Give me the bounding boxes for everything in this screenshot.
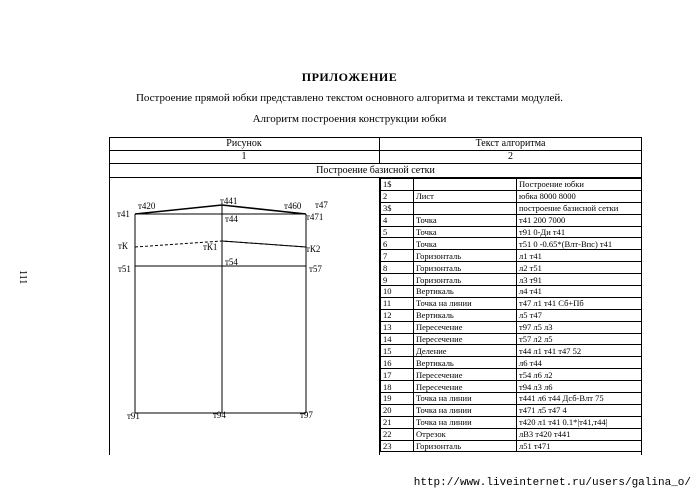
- row-parameters: Построение юбки: [517, 179, 642, 191]
- row-parameters: т54 л6 л2: [517, 369, 642, 381]
- algorithm-row: [381, 286, 642, 298]
- algorithm-row: [381, 190, 642, 202]
- row-command: Деление: [414, 345, 517, 357]
- row-command: Вертикаль: [414, 309, 517, 321]
- row-number: 13: [381, 321, 414, 333]
- row-number: 10: [381, 286, 414, 298]
- row-parameters: юбка 8000 8000: [517, 190, 642, 202]
- row-parameters: лВ3 т420 т441: [517, 428, 642, 440]
- row-number: 18: [381, 381, 414, 393]
- row-command: [414, 202, 517, 214]
- algorithm-row: [381, 404, 642, 416]
- algorithm-row: [381, 345, 642, 357]
- row-parameters: т91 0-Ди т41: [517, 226, 642, 238]
- algorithm-row: [381, 428, 642, 440]
- label-t471: т471: [306, 212, 324, 222]
- row-number: 16: [381, 357, 414, 369]
- col-header-algorithm: Текст алгоритма: [475, 138, 546, 149]
- algorithm-subtitle: Алгоритм построения конструкции юбки: [252, 113, 447, 125]
- row-number: 5: [381, 226, 414, 238]
- row-number: 1$: [381, 179, 414, 191]
- row-command: Точка: [414, 226, 517, 238]
- label-t54: т54: [225, 257, 238, 267]
- row-parameters: т57 л2 л5: [517, 333, 642, 345]
- row-number: 9: [381, 274, 414, 286]
- label-t41: т41: [117, 209, 130, 219]
- row-command: Пересечение: [414, 321, 517, 333]
- label-tK1: тК1: [203, 242, 218, 252]
- row-parameters: л6 т44: [517, 357, 642, 369]
- label-t94: т94: [213, 410, 226, 420]
- row-command: Горизонталь: [414, 262, 517, 274]
- row-number: 17: [381, 369, 414, 381]
- hip-curve: [135, 241, 306, 247]
- algorithm-row: [381, 214, 642, 226]
- row-parameters: т420 л1 т41 0.1*|т41,т44|: [517, 416, 642, 428]
- row-command: Отрезок: [414, 428, 517, 440]
- row-parameters: т44 л1 т41 т47 52: [517, 345, 642, 357]
- col-number-1: 1: [241, 151, 247, 162]
- row-parameters: л51 т471: [517, 440, 642, 452]
- label-t51: т51: [118, 264, 131, 274]
- algorithm-row: [381, 309, 642, 321]
- row-command: Точка на линии: [414, 297, 517, 309]
- row-number: 2: [381, 190, 414, 202]
- row-parameters: т47 л1 т41 Сб+Пб: [517, 297, 642, 309]
- section-heading: Построение базисной сетки: [316, 165, 435, 176]
- row-number: 8: [381, 262, 414, 274]
- col-number-2: 2: [508, 151, 513, 162]
- row-number: 23: [381, 440, 414, 452]
- row-number: 4: [381, 214, 414, 226]
- label-t420: т420: [138, 201, 156, 211]
- waist-line: [135, 205, 306, 214]
- row-command: Точка на линии: [414, 404, 517, 416]
- algorithm-row: [381, 250, 642, 262]
- algorithm-row: [381, 179, 642, 191]
- row-command: Вертикаль: [414, 357, 517, 369]
- row-number: 22: [381, 428, 414, 440]
- row-parameters: т441 л6 т44 Дсб-Влт 75: [517, 393, 642, 405]
- row-command: Лист: [414, 190, 517, 202]
- algorithm-row: [381, 202, 642, 214]
- algorithm-row: [381, 321, 642, 333]
- label-t44: т44: [225, 214, 238, 224]
- row-parameters: л5 т47: [517, 309, 642, 321]
- row-number: 11: [381, 297, 414, 309]
- row-command: Вертикаль: [414, 286, 517, 298]
- row-parameters: л1 т41: [517, 250, 642, 262]
- row-command: Горизонталь: [414, 440, 517, 452]
- row-parameters: т51 0 -0.65*(Влт-Впс) т41: [517, 238, 642, 250]
- row-command: Точка: [414, 238, 517, 250]
- label-t91: т91: [127, 411, 140, 421]
- row-number: 14: [381, 333, 414, 345]
- row-parameters: л4 т41: [517, 286, 642, 298]
- row-command: Горизонталь: [414, 250, 517, 262]
- hip-curve-right: [222, 241, 306, 247]
- algorithm-row: [381, 416, 642, 428]
- algorithm-row: [381, 393, 642, 405]
- page-number: 111: [17, 270, 28, 285]
- algorithm-row: [381, 333, 642, 345]
- algorithm-row: [381, 274, 642, 286]
- row-command: Точка на линии: [414, 416, 517, 428]
- row-number: 7: [381, 250, 414, 262]
- label-t460: т460: [284, 201, 302, 211]
- row-number: 19: [381, 393, 414, 405]
- row-command: Точка: [414, 214, 517, 226]
- row-command: Точка на линии: [414, 393, 517, 405]
- row-parameters: построение базисной сетки: [517, 202, 642, 214]
- label-t57: т57: [309, 264, 322, 274]
- label-t441: т441: [220, 196, 238, 206]
- algorithm-row: [381, 381, 642, 393]
- algorithm-row: [381, 238, 642, 250]
- row-parameters: т94 л3 л6: [517, 381, 642, 393]
- footer-url: http://www.liveinternet.ru/users/galina_o/: [413, 477, 691, 489]
- row-parameters: л2 т51: [517, 262, 642, 274]
- label-tK2: тК2: [306, 244, 321, 254]
- label-t47: т47: [315, 200, 328, 210]
- algorithm-row: [381, 369, 642, 381]
- col-header-drawing: Рисунок: [226, 138, 262, 149]
- label-tK: тК: [118, 241, 128, 251]
- row-parameters: т471 л5 т47 4: [517, 404, 642, 416]
- row-number: 20: [381, 404, 414, 416]
- row-number: 12: [381, 309, 414, 321]
- algorithm-row: [381, 297, 642, 309]
- label-t97: т97: [300, 410, 313, 420]
- algorithm-row: [381, 440, 642, 452]
- appendix-title: ПРИЛОЖЕНИЕ: [301, 70, 398, 84]
- row-parameters: л3 т91: [517, 274, 642, 286]
- skirt-base-grid-drawing: [109, 178, 379, 455]
- row-command: Пересечение: [414, 381, 517, 393]
- row-number: 21: [381, 416, 414, 428]
- algorithm-table: [380, 178, 642, 452]
- row-number: 3$: [381, 202, 414, 214]
- algorithm-row: [381, 357, 642, 369]
- row-command: Пересечение: [414, 369, 517, 381]
- row-parameters: т41 200 7000: [517, 214, 642, 226]
- row-parameters: т97 л5 л3: [517, 321, 642, 333]
- row-number: 6: [381, 238, 414, 250]
- intro-text: Построение прямой юбки представлено текстом основного алгоритма и текстами модулей.: [135, 92, 564, 104]
- row-number: 15: [381, 345, 414, 357]
- algorithm-row: [381, 226, 642, 238]
- row-command: Горизонталь: [414, 274, 517, 286]
- row-command: Пересечение: [414, 333, 517, 345]
- row-command: [414, 179, 517, 191]
- algorithm-row: [381, 262, 642, 274]
